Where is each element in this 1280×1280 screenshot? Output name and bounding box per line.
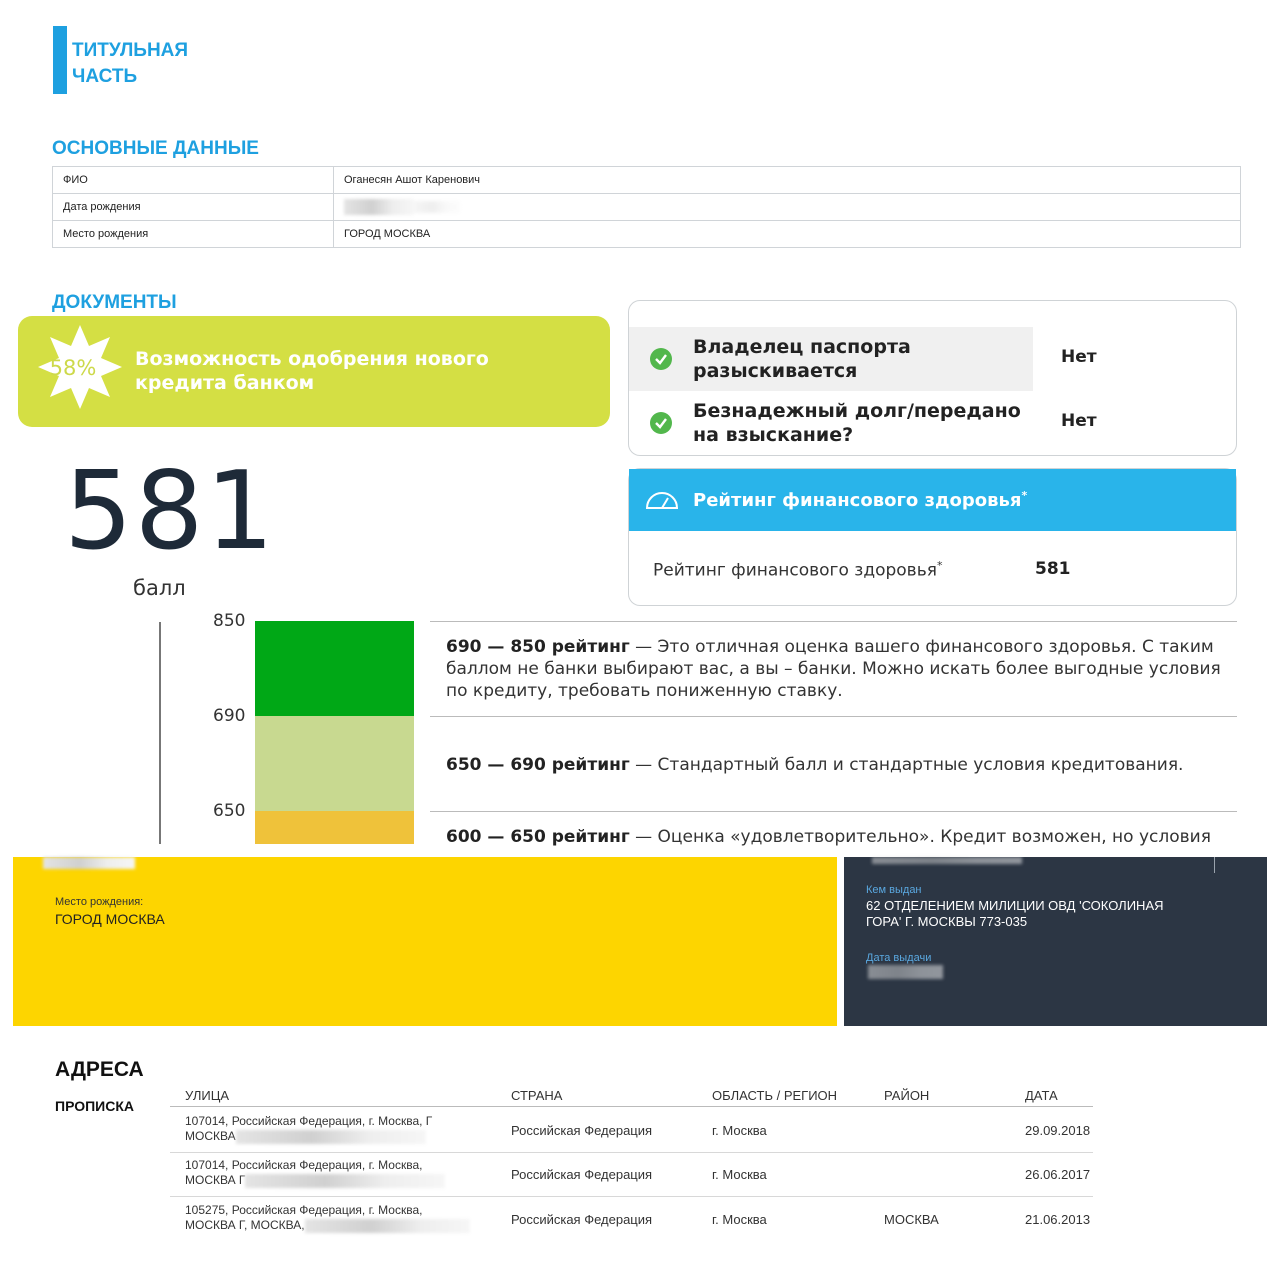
- section-title: [72, 38, 272, 90]
- main-data-heading: ОСНОВНЫЕ ДАННЫЕ: [52, 138, 259, 159]
- birthplace-value: ГОРОД МОСКВА: [55, 911, 165, 927]
- check-label: Безнадежный долг/передано на взыскание?: [693, 400, 1021, 446]
- divider: [430, 811, 1237, 812]
- section-title-line1: ТИТУЛЬНАЯ: [72, 40, 189, 61]
- score-value: 581: [64, 449, 277, 574]
- address-district: МОСКВА: [884, 1212, 939, 1227]
- scale-tick-850: 850: [213, 611, 246, 631]
- table-row: [53, 167, 1241, 194]
- check-value: Нет: [1061, 347, 1097, 367]
- issue-date-redacted: [868, 965, 943, 979]
- scale-tick-690: 690: [213, 706, 246, 726]
- check-icon: [650, 348, 672, 370]
- table-row: [53, 194, 1241, 221]
- address-country: Российская Федерация: [511, 1123, 653, 1138]
- address-date: 29.09.2018: [1025, 1123, 1091, 1138]
- title-accent-bar: [53, 26, 67, 94]
- row-value: ГОРОД МОСКВА: [334, 221, 1241, 248]
- issued-by-label: Кем выдан: [866, 884, 922, 896]
- check-icon: [650, 412, 672, 434]
- divider: [430, 716, 1237, 717]
- addresses-heading: АДРЕСА: [55, 1058, 144, 1081]
- divider: [170, 1152, 1093, 1153]
- address-country: Российская Федерация: [511, 1167, 653, 1182]
- section-title-line2: ЧАСТЬ: [72, 66, 138, 87]
- scale-band-satisfactory: [255, 811, 414, 844]
- row-label: ФИО: [53, 167, 334, 194]
- rating-row-value: 581: [1035, 559, 1071, 579]
- checks-card: [628, 300, 1237, 456]
- gauge-icon: [645, 489, 679, 511]
- band-description-excellent: 690 — 850 рейтинг — Это отличная оценка вашего финансового здоровья. С таким баллом не банки выбирают вас, а вы – банки. Можно искать более выгодные условия по кредиту, требовать пониженную ставку.: [446, 637, 1221, 701]
- financial-rating-card: [628, 468, 1237, 606]
- divider: [170, 1106, 1093, 1107]
- scale-band-standard: [255, 716, 414, 811]
- address-street: 107014, Российская Федерация, г. Москва, МОСКВА Г: [185, 1158, 485, 1188]
- rating-card-header: [629, 469, 1236, 531]
- band-description-standard: 650 — 690 рейтинг — Стандартный балл и стандартные условия кредитования.: [446, 755, 1184, 775]
- address-country: Российская Федерация: [511, 1212, 653, 1227]
- address-date: 26.06.2017: [1025, 1167, 1091, 1182]
- passport-panel-dark: [844, 857, 1267, 1026]
- row-label: Место рождения: [53, 221, 334, 248]
- score-unit: балл: [133, 576, 186, 600]
- column-header-region: ОБЛАСТЬ / РЕГИОН: [712, 1088, 838, 1103]
- check-label: Владелец паспорта разыскивается: [693, 336, 911, 382]
- rating-card-title: Рейтинг финансового здоровья*: [693, 489, 1028, 511]
- passport-panel-yellow: [13, 857, 837, 1026]
- column-header-district: РАЙОН: [884, 1088, 930, 1103]
- check-value: Нет: [1061, 411, 1097, 431]
- birthplace-label: Место рождения:: [55, 896, 144, 908]
- table-row: [53, 221, 1241, 248]
- row-value: Оганесян Ашот Каренович: [334, 167, 1241, 194]
- address-region: г. Москва: [712, 1212, 767, 1227]
- address-street: 107014, Российская Федерация, г. Москва, Г МОСКВА: [185, 1114, 433, 1143]
- divider: [170, 1196, 1093, 1197]
- value-cell: [1033, 327, 1236, 391]
- scale-band-excellent: [255, 621, 414, 716]
- check-row: [629, 327, 1236, 391]
- approval-percent: 58%: [49, 356, 97, 380]
- documents-heading-cut: ДОКУМЕНТЫ: [52, 292, 177, 313]
- registration-group-label: ПРОПИСКА: [55, 1098, 134, 1114]
- row-label: Дата рождения: [53, 194, 334, 221]
- column-header-country: СТРАНА: [511, 1088, 563, 1103]
- row-value-redacted: [334, 194, 1241, 221]
- column-header-street: УЛИЦА: [185, 1088, 229, 1103]
- issue-date-label: Дата выдачи: [866, 952, 932, 964]
- column-header-date: ДАТА: [1025, 1088, 1058, 1103]
- band-description-satisfactory-cut: 600 — 650 рейтинг — Оценка «удовлетворительно». Кредит возможен, но условия: [446, 827, 1211, 847]
- approval-text: Возможность одобрения нового кредита банком: [135, 348, 489, 394]
- address-street: 105275, Российская Федерация, г. Москва, МОСКВА Г, МОСКВА,: [185, 1203, 485, 1233]
- address-date: 21.06.2013: [1025, 1212, 1091, 1227]
- scale-axis-line: [159, 622, 161, 844]
- address-region: г. Москва: [712, 1167, 767, 1182]
- check-row: [629, 391, 1236, 455]
- scale-tick-650: 650: [213, 801, 246, 821]
- main-data-table: [52, 166, 1241, 248]
- divider: [430, 621, 1237, 622]
- issued-by-value: 62 ОТДЕЛЕНИЕМ МИЛИЦИИ ОВД 'СОКОЛИНАЯ ГОРА' Г. МОСКВЫ 773-035: [866, 898, 1164, 929]
- rating-row-label: Рейтинг финансового здоровья*: [653, 559, 943, 581]
- address-region: г. Москва: [712, 1123, 767, 1138]
